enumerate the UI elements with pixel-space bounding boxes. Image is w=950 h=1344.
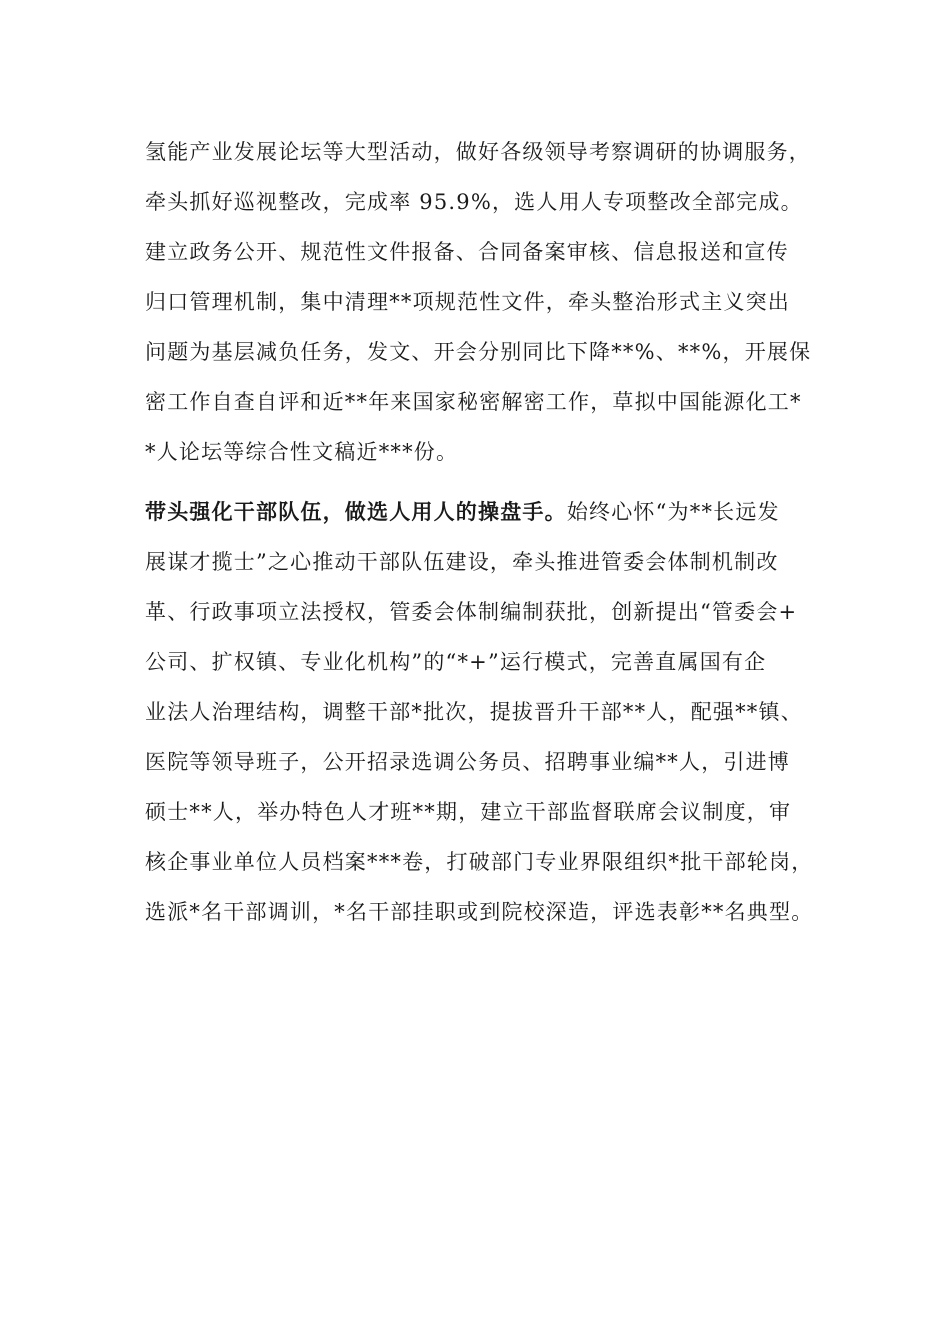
paragraph-1-line: 建立政务公开、规范性文件报备、合同备案审核、信息报送和宣传 <box>145 240 789 264</box>
paragraph-2-line: 展谋才揽士”之心推动干部队伍建设，牵头推进管委会体制机制改 <box>145 550 779 574</box>
paragraph-1-line: 问题为基层减负任务，发文、开会分别同比下降**%、**%，开展保 <box>145 340 812 364</box>
paragraph-2-line: 业法人治理结构，调整干部*批次，提拔晋升干部**人，配强**镇、 <box>145 700 803 724</box>
paragraph-1-line: *人论坛等综合性文稿近***份。 <box>145 440 459 464</box>
paragraph-2-first-line-text: 始终心怀“为**长远发 <box>566 500 780 524</box>
paragraph-1-line: 归口管理机制，集中清理**项规范性文件，牵头整治形式主义突出 <box>145 290 790 314</box>
paragraph-2-heading: 带头强化干部队伍，做选人用人的操盘手。 <box>145 499 567 524</box>
paragraph-2-line: 选派*名干部调训，*名干部挂职或到院校深造，评选表彰**名典型。 <box>145 900 814 924</box>
paragraph-2-line: 医院等领导班子，公开招录选调公务员、招聘事业编**人，引进博 <box>145 750 790 774</box>
paragraph-2-first-line <box>145 499 780 525</box>
paragraph-2-line: 核企事业单位人员档案***卷，打破部门专业界限组织*批干部轮岗， <box>145 850 814 874</box>
paragraph-1-line: 密工作自查自评和近**年来国家秘密解密工作，草拟中国能源化工* <box>145 390 802 414</box>
paragraph-2-line: 革、行政事项立法授权，管委会体制编制获批，创新提出“管委会+ <box>145 600 798 624</box>
paragraph-2-line: 公司、扩权镇、专业化机构”的“*+”运行模式，完善直属国有企 <box>145 650 767 674</box>
paragraph-1-line: 牵头抓好巡视整改，完成率 95.9%，选人用人专项整改全部完成。 <box>145 190 803 214</box>
paragraph-1-line: 氢能产业发展论坛等大型活动，做好各级领导考察调研的协调服务， <box>145 140 811 164</box>
paragraph-2-line: 硕士**人，举办特色人才班**期，建立干部监督联席会议制度，审 <box>145 800 792 824</box>
